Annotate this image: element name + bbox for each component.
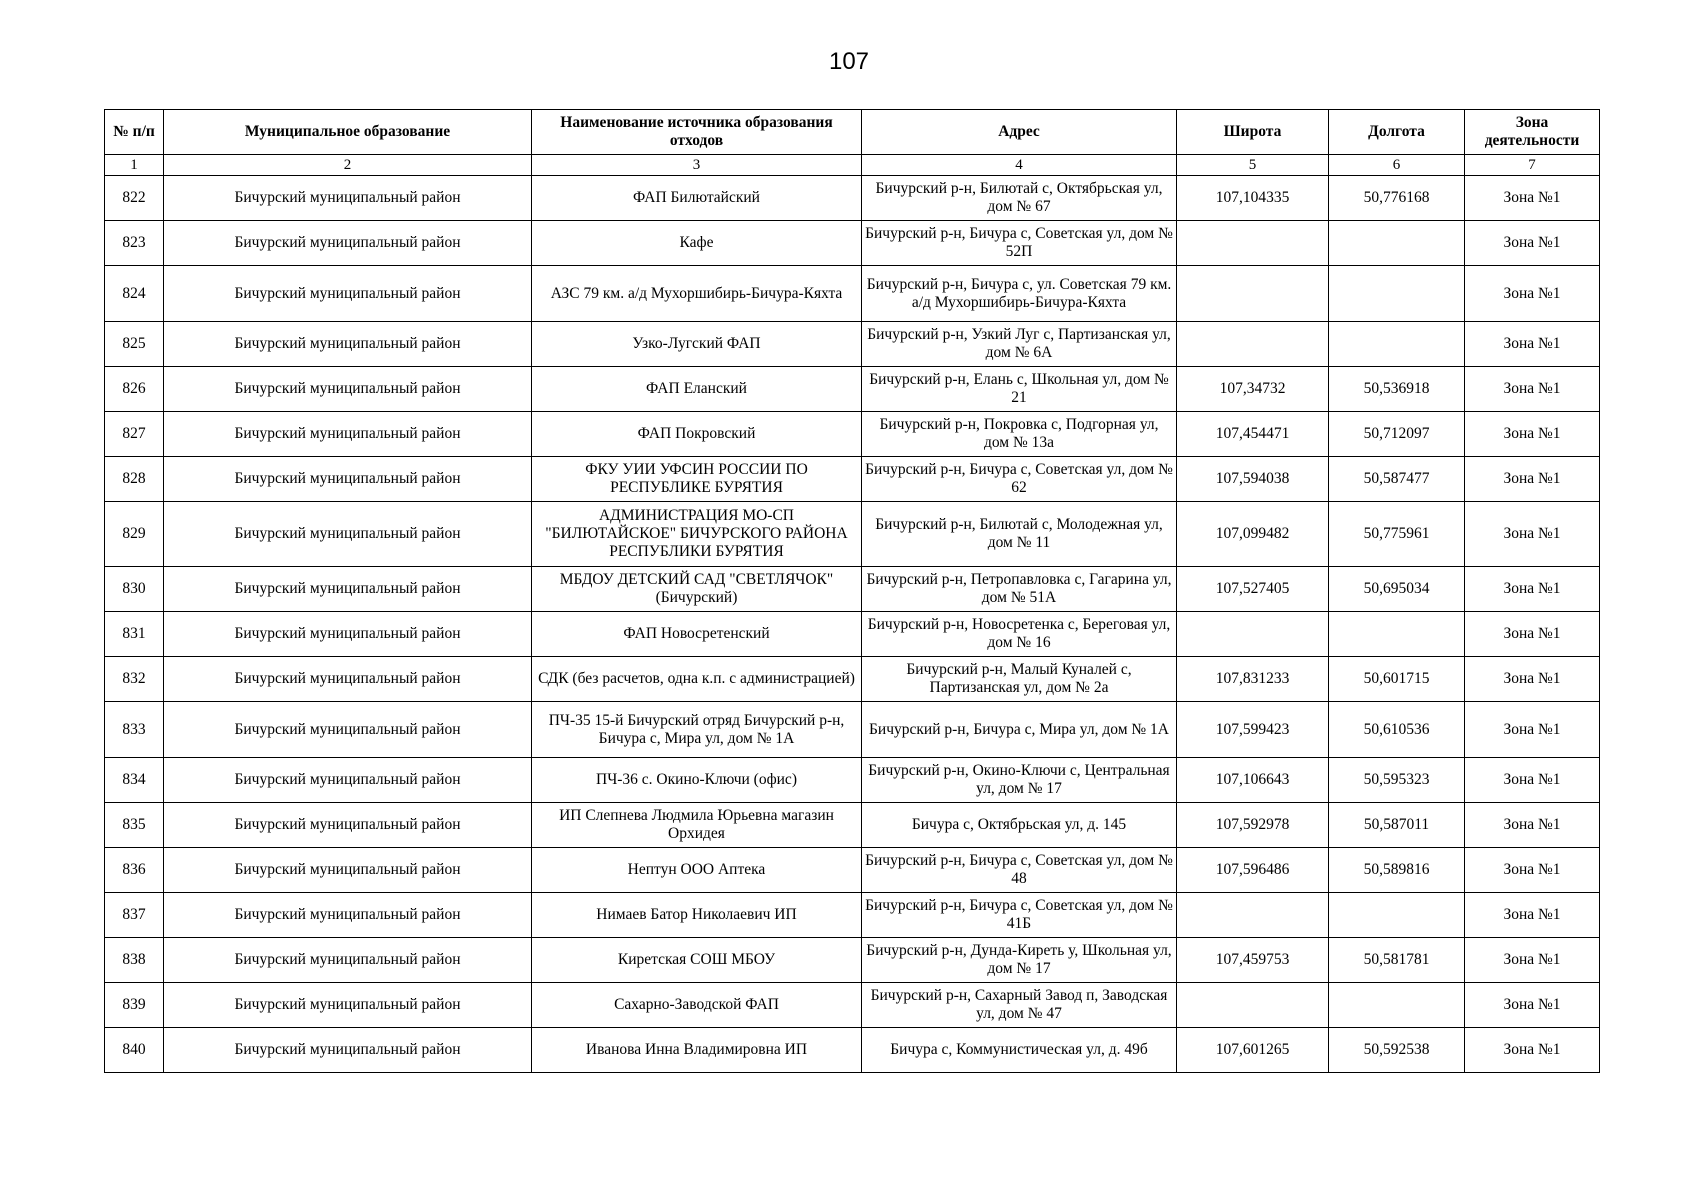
cell-longitude: 50,595323 bbox=[1329, 758, 1465, 803]
cell-latitude bbox=[1177, 612, 1329, 657]
cell-number: 829 bbox=[105, 502, 164, 567]
table-row bbox=[105, 221, 1600, 266]
cell-municipality: Бичурский муниципальный район bbox=[164, 367, 532, 412]
cell-address: Бичурский р-н, Билютай с, Молодежная ул, дом № 11 bbox=[862, 502, 1177, 567]
cell-number: 822 bbox=[105, 176, 164, 221]
header-number: № п/п bbox=[105, 110, 164, 155]
table-row bbox=[105, 893, 1600, 938]
cell-number: 834 bbox=[105, 758, 164, 803]
page-number: 107 bbox=[828, 48, 870, 75]
cell-zone: Зона №1 bbox=[1465, 848, 1600, 893]
cell-municipality: Бичурский муниципальный район bbox=[164, 938, 532, 983]
header-latitude: Широта bbox=[1177, 110, 1329, 155]
cell-number: 830 bbox=[105, 567, 164, 612]
cell-zone: Зона №1 bbox=[1465, 567, 1600, 612]
cell-latitude: 107,527405 bbox=[1177, 567, 1329, 612]
cell-source-name: ИП Слепнева Людмила Юрьевна магазин Орхидея bbox=[532, 803, 862, 848]
cell-source-name: ПЧ-35 15-й Бичурский отряд Бичурский р-н, Бичура с, Мира ул, дом № 1А bbox=[532, 702, 862, 758]
cell-source-name: ПЧ-36 с. Окино-Ключи (офис) bbox=[532, 758, 862, 803]
table-row bbox=[105, 938, 1600, 983]
cell-address: Бичурский р-н, Сахарный Завод п, Заводская ул, дом № 47 bbox=[862, 983, 1177, 1028]
cell-longitude: 50,587011 bbox=[1329, 803, 1465, 848]
cell-latitude: 107,601265 bbox=[1177, 1028, 1329, 1073]
cell-longitude: 50,695034 bbox=[1329, 567, 1465, 612]
cell-latitude: 107,592978 bbox=[1177, 803, 1329, 848]
cell-longitude bbox=[1329, 893, 1465, 938]
cell-zone: Зона №1 bbox=[1465, 938, 1600, 983]
table-row bbox=[105, 502, 1600, 567]
cell-address: Бичурский р-н, Бичура с, Советская ул, дом № 48 bbox=[862, 848, 1177, 893]
cell-longitude bbox=[1329, 612, 1465, 657]
header-address: Адрес bbox=[862, 110, 1177, 155]
column-number: 7 bbox=[1465, 155, 1600, 176]
cell-longitude: 50,610536 bbox=[1329, 702, 1465, 758]
cell-longitude bbox=[1329, 322, 1465, 367]
cell-municipality: Бичурский муниципальный район bbox=[164, 266, 532, 322]
cell-number: 832 bbox=[105, 657, 164, 702]
cell-zone: Зона №1 bbox=[1465, 221, 1600, 266]
table-row bbox=[105, 983, 1600, 1028]
cell-source-name: Кафе bbox=[532, 221, 862, 266]
cell-longitude: 50,587477 bbox=[1329, 457, 1465, 502]
cell-longitude: 50,589816 bbox=[1329, 848, 1465, 893]
table-row bbox=[105, 412, 1600, 457]
cell-latitude: 107,34732 bbox=[1177, 367, 1329, 412]
cell-longitude: 50,581781 bbox=[1329, 938, 1465, 983]
cell-latitude: 107,596486 bbox=[1177, 848, 1329, 893]
cell-latitude: 107,454471 bbox=[1177, 412, 1329, 457]
table-row bbox=[105, 758, 1600, 803]
cell-number: 827 bbox=[105, 412, 164, 457]
cell-zone: Зона №1 bbox=[1465, 657, 1600, 702]
cell-number: 838 bbox=[105, 938, 164, 983]
cell-source-name: Киретская СОШ МБОУ bbox=[532, 938, 862, 983]
column-number: 4 bbox=[862, 155, 1177, 176]
cell-latitude bbox=[1177, 266, 1329, 322]
table-row bbox=[105, 612, 1600, 657]
table-row bbox=[105, 803, 1600, 848]
cell-latitude bbox=[1177, 322, 1329, 367]
table-row bbox=[105, 848, 1600, 893]
cell-municipality: Бичурский муниципальный район bbox=[164, 758, 532, 803]
cell-zone: Зона №1 bbox=[1465, 893, 1600, 938]
cell-source-name: ФАП Покровский bbox=[532, 412, 862, 457]
cell-zone: Зона №1 bbox=[1465, 457, 1600, 502]
table-row bbox=[105, 367, 1600, 412]
cell-source-name: Нимаев Батор Николаевич ИП bbox=[532, 893, 862, 938]
cell-number: 826 bbox=[105, 367, 164, 412]
cell-number: 828 bbox=[105, 457, 164, 502]
column-number: 1 bbox=[105, 155, 164, 176]
cell-latitude: 107,459753 bbox=[1177, 938, 1329, 983]
cell-address: Бичура с, Коммунистическая ул, д. 49б bbox=[862, 1028, 1177, 1073]
cell-municipality: Бичурский муниципальный район bbox=[164, 1028, 532, 1073]
cell-address: Бичурский р-н, Дунда-Киреть у, Школьная ул, дом № 17 bbox=[862, 938, 1177, 983]
cell-address: Бичурский р-н, Малый Куналей с, Партизанская ул, дом № 2а bbox=[862, 657, 1177, 702]
table-header-row bbox=[105, 110, 1600, 155]
cell-latitude: 107,594038 bbox=[1177, 457, 1329, 502]
cell-latitude: 107,106643 bbox=[1177, 758, 1329, 803]
cell-source-name: Узко-Лугский ФАП bbox=[532, 322, 862, 367]
cell-source-name: Иванова Инна Владимировна ИП bbox=[532, 1028, 862, 1073]
cell-longitude: 50,775961 bbox=[1329, 502, 1465, 567]
table-row bbox=[105, 266, 1600, 322]
cell-number: 836 bbox=[105, 848, 164, 893]
cell-zone: Зона №1 bbox=[1465, 176, 1600, 221]
cell-municipality: Бичурский муниципальный район bbox=[164, 322, 532, 367]
cell-address: Бичурский р-н, Бичура с, Мира ул, дом № 1А bbox=[862, 702, 1177, 758]
cell-latitude: 107,599423 bbox=[1177, 702, 1329, 758]
cell-latitude bbox=[1177, 221, 1329, 266]
cell-source-name: ФКУ УИИ УФСИН РОССИИ ПО РЕСПУБЛИКЕ БУРЯТИЯ bbox=[532, 457, 862, 502]
cell-latitude: 107,099482 bbox=[1177, 502, 1329, 567]
table-row bbox=[105, 1028, 1600, 1073]
cell-zone: Зона №1 bbox=[1465, 803, 1600, 848]
cell-latitude: 107,831233 bbox=[1177, 657, 1329, 702]
cell-number: 824 bbox=[105, 266, 164, 322]
cell-source-name: СДК (без расчетов, одна к.п. с администрацией) bbox=[532, 657, 862, 702]
cell-zone: Зона №1 bbox=[1465, 502, 1600, 567]
cell-source-name: ФАП Билютайский bbox=[532, 176, 862, 221]
cell-address: Бичурский р-н, Бичура с, Советская ул, дом № 62 bbox=[862, 457, 1177, 502]
cell-address: Бичурский р-н, Покровка с, Подгорная ул, дом № 13а bbox=[862, 412, 1177, 457]
cell-source-name: АДМИНИСТРАЦИЯ МО-СП "БИЛЮТАЙСКОЕ" БИЧУРСКОГО РАЙОНА РЕСПУБЛИКИ БУРЯТИЯ bbox=[532, 502, 862, 567]
cell-longitude: 50,592538 bbox=[1329, 1028, 1465, 1073]
cell-municipality: Бичурский муниципальный район bbox=[164, 176, 532, 221]
cell-longitude: 50,536918 bbox=[1329, 367, 1465, 412]
cell-zone: Зона №1 bbox=[1465, 412, 1600, 457]
cell-municipality: Бичурский муниципальный район bbox=[164, 803, 532, 848]
cell-latitude: 107,104335 bbox=[1177, 176, 1329, 221]
table-row bbox=[105, 702, 1600, 758]
cell-municipality: Бичурский муниципальный район bbox=[164, 221, 532, 266]
column-number: 5 bbox=[1177, 155, 1329, 176]
header-longitude: Долгота bbox=[1329, 110, 1465, 155]
cell-zone: Зона №1 bbox=[1465, 983, 1600, 1028]
cell-source-name: ФАП Новосретенский bbox=[532, 612, 862, 657]
cell-latitude bbox=[1177, 983, 1329, 1028]
cell-address: Бичурский р-н, Елань с, Школьная ул, дом № 21 bbox=[862, 367, 1177, 412]
waste-sources-table bbox=[104, 109, 1600, 1073]
table-row bbox=[105, 457, 1600, 502]
cell-number: 825 bbox=[105, 322, 164, 367]
cell-municipality: Бичурский муниципальный район bbox=[164, 612, 532, 657]
cell-longitude: 50,776168 bbox=[1329, 176, 1465, 221]
header-source-name: Наименование источника образования отходов bbox=[532, 110, 862, 155]
cell-number: 839 bbox=[105, 983, 164, 1028]
column-number: 3 bbox=[532, 155, 862, 176]
cell-source-name: Сахарно-Заводской ФАП bbox=[532, 983, 862, 1028]
cell-address: Бичурский р-н, Петропавловка с, Гагарина ул, дом № 51А bbox=[862, 567, 1177, 612]
cell-municipality: Бичурский муниципальный район bbox=[164, 848, 532, 893]
cell-municipality: Бичурский муниципальный район bbox=[164, 702, 532, 758]
header-zone: Зона деятельности bbox=[1465, 110, 1600, 155]
cell-source-name: ФАП Еланский bbox=[532, 367, 862, 412]
table-row bbox=[105, 322, 1600, 367]
column-number-row bbox=[105, 155, 1600, 176]
header-municipality: Муниципальное образование bbox=[164, 110, 532, 155]
cell-source-name: МБДОУ ДЕТСКИЙ САД "СВЕТЛЯЧОК" (Бичурский) bbox=[532, 567, 862, 612]
cell-zone: Зона №1 bbox=[1465, 702, 1600, 758]
cell-municipality: Бичурский муниципальный район bbox=[164, 457, 532, 502]
cell-address: Бичурский р-н, Окино-Ключи с, Центральная ул, дом № 17 bbox=[862, 758, 1177, 803]
cell-zone: Зона №1 bbox=[1465, 367, 1600, 412]
table-row bbox=[105, 567, 1600, 612]
cell-address: Бичурский р-н, Бичура с, ул. Советская 79 км. а/д Мухоршибирь-Бичура-Кяхта bbox=[862, 266, 1177, 322]
cell-longitude bbox=[1329, 983, 1465, 1028]
cell-zone: Зона №1 bbox=[1465, 758, 1600, 803]
column-number: 6 bbox=[1329, 155, 1465, 176]
cell-latitude bbox=[1177, 893, 1329, 938]
cell-address: Бичурский р-н, Бичура с, Советская ул, дом № 52П bbox=[862, 221, 1177, 266]
cell-source-name: АЗС 79 км. а/д Мухоршибирь-Бичура-Кяхта bbox=[532, 266, 862, 322]
cell-municipality: Бичурский муниципальный район bbox=[164, 983, 532, 1028]
cell-longitude bbox=[1329, 266, 1465, 322]
cell-source-name: Нептун ООО Аптека bbox=[532, 848, 862, 893]
cell-longitude: 50,601715 bbox=[1329, 657, 1465, 702]
cell-number: 840 bbox=[105, 1028, 164, 1073]
cell-number: 833 bbox=[105, 702, 164, 758]
cell-municipality: Бичурский муниципальный район bbox=[164, 412, 532, 457]
cell-number: 823 bbox=[105, 221, 164, 266]
cell-number: 835 bbox=[105, 803, 164, 848]
cell-longitude: 50,712097 bbox=[1329, 412, 1465, 457]
cell-zone: Зона №1 bbox=[1465, 612, 1600, 657]
cell-number: 831 bbox=[105, 612, 164, 657]
cell-address: Бичурский р-н, Бичура с, Советская ул, дом № 41Б bbox=[862, 893, 1177, 938]
cell-zone: Зона №1 bbox=[1465, 1028, 1600, 1073]
column-number: 2 bbox=[164, 155, 532, 176]
cell-address: Бичурский р-н, Новосретенка с, Береговая ул, дом № 16 bbox=[862, 612, 1177, 657]
cell-municipality: Бичурский муниципальный район bbox=[164, 657, 532, 702]
cell-municipality: Бичурский муниципальный район bbox=[164, 502, 532, 567]
cell-address: Бичура с, Октябрьская ул, д. 145 bbox=[862, 803, 1177, 848]
table-row bbox=[105, 176, 1600, 221]
cell-zone: Зона №1 bbox=[1465, 322, 1600, 367]
table-row bbox=[105, 657, 1600, 702]
cell-address: Бичурский р-н, Узкий Луг с, Партизанская ул, дом № 6А bbox=[862, 322, 1177, 367]
cell-number: 837 bbox=[105, 893, 164, 938]
cell-address: Бичурский р-н, Билютай с, Октябрьская ул, дом № 67 bbox=[862, 176, 1177, 221]
cell-zone: Зона №1 bbox=[1465, 266, 1600, 322]
cell-municipality: Бичурский муниципальный район bbox=[164, 567, 532, 612]
cell-municipality: Бичурский муниципальный район bbox=[164, 893, 532, 938]
cell-longitude bbox=[1329, 221, 1465, 266]
